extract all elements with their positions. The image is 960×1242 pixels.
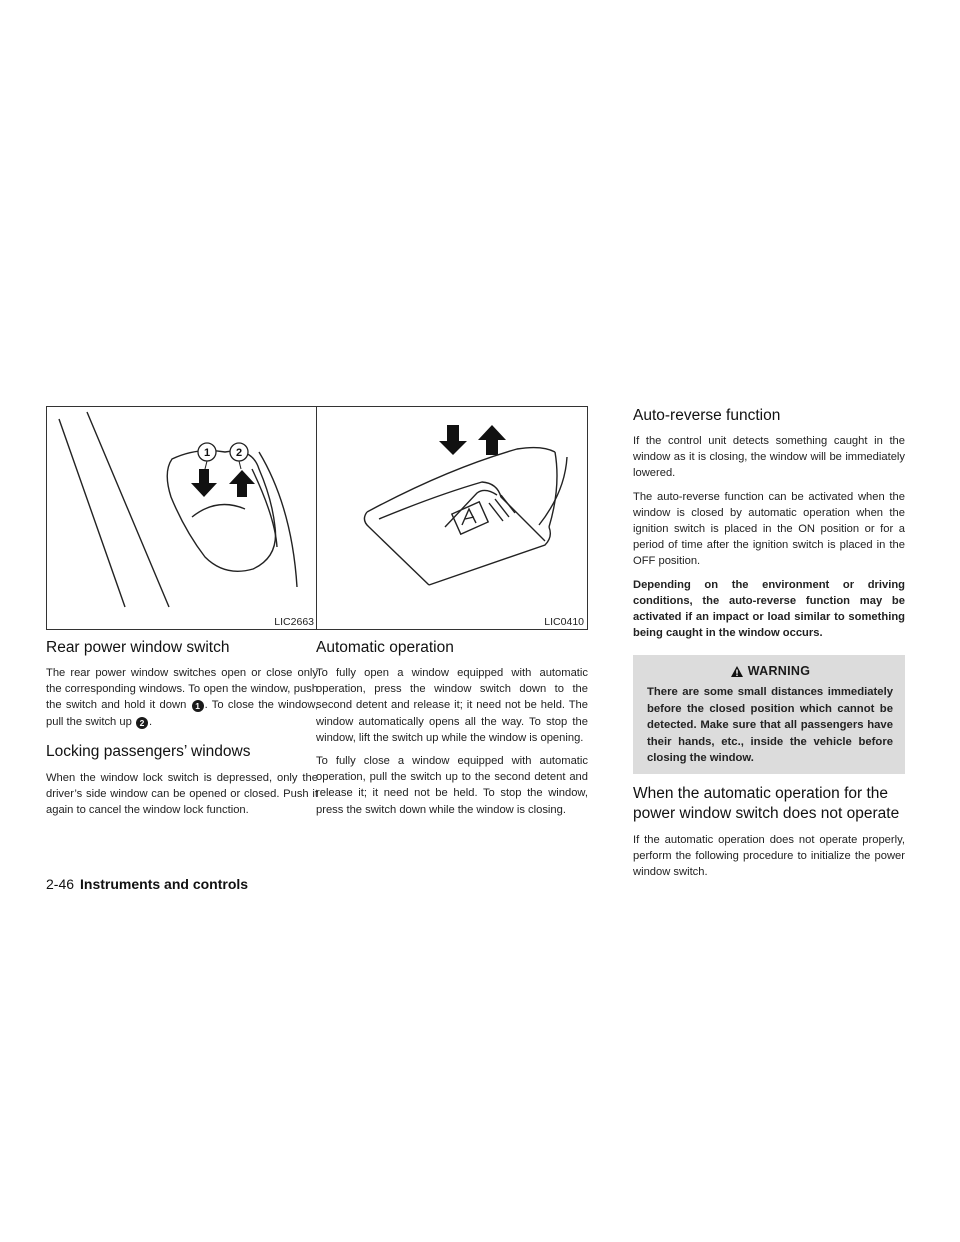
heading-automatic-operation: Automatic operation <box>316 639 454 656</box>
marker-2: 2 <box>136 717 148 729</box>
page-number: 2-46 <box>46 876 75 892</box>
warning-title: WARNING <box>647 662 893 680</box>
column-3 <box>633 406 905 881</box>
column-2 <box>316 406 588 818</box>
heading-automatic-not-operate: When the automatic operation for the power window switch does not operate <box>633 784 900 822</box>
figure-code: LIC0410 <box>544 616 584 628</box>
column-1 <box>46 406 318 818</box>
marker-1: 1 <box>192 700 204 712</box>
heading-rear-power-window-switch: Rear power window switch <box>46 639 230 656</box>
paragraph-auto-reverse-1: If the control unit detects something caught in the window as it is closing, the window will be immediately lowered. <box>633 435 905 480</box>
rear-window-switch-illustration <box>47 407 317 629</box>
warning-body: There are some small distances immediately before the closed position which cannot be detected. Make sure that all passengers have their hands, etc., inside the vehicle before closing the window. <box>647 686 893 765</box>
paragraph-locking: When the window lock switch is depressed, only the driver’s side window can be opened or closed. Push it again to cancel the window lock function. <box>46 771 318 817</box>
paragraph-auto-reverse-3: Depending on the environment or driving conditions, the auto-reverse function may be activated if an impact or load similar to something being caught in the window occurs. <box>633 578 905 640</box>
figure-automatic-switch <box>316 406 588 630</box>
section-title: Instruments and controls <box>80 876 249 892</box>
svg-text:1: 1 <box>203 447 211 459</box>
paragraph-automatic-close: To fully close a window equipped with automatic operation, pull the switch up to the second detent and release it; it need not be held. To stop the window, press the switch down while the window is closing. <box>316 755 588 816</box>
svg-text:2: 2 <box>235 447 243 459</box>
warning-triangle-icon <box>730 665 744 678</box>
figure-rear-window-switch <box>46 406 318 630</box>
paragraph-initialize: If the automatic operation does not operate properly, perform the following procedure to initialize the power window switch. <box>633 833 905 879</box>
automatic-switch-illustration <box>317 407 587 629</box>
heading-auto-reverse-function: Auto-reverse function <box>633 407 781 424</box>
paragraph-automatic-open: To fully open a window equipped with automatic operation, press the window switch down to the second detent and release it; it need not be held. The window automatically opens all the way. To stop the window, lift the switch up while the window is opening. <box>316 667 588 744</box>
paragraph-rear-power-window: The rear power window switches open or close only the corresponding windows. To open the window, push the switch and hold it down 1 . To close the window, pull the switch up 2 . <box>46 667 318 728</box>
figure-code: LIC2663 <box>274 616 314 628</box>
heading-locking-passengers-windows: Locking passengers’ windows <box>46 742 251 760</box>
page-footer <box>46 876 248 892</box>
paragraph-auto-reverse-2: The auto-reverse function can be activated when the window is closed by automatic operation when the ignition switch is placed in the ON position or for a period of time after the ignition switch is placed in the OFF position. <box>633 490 905 568</box>
warning-box <box>633 655 905 774</box>
